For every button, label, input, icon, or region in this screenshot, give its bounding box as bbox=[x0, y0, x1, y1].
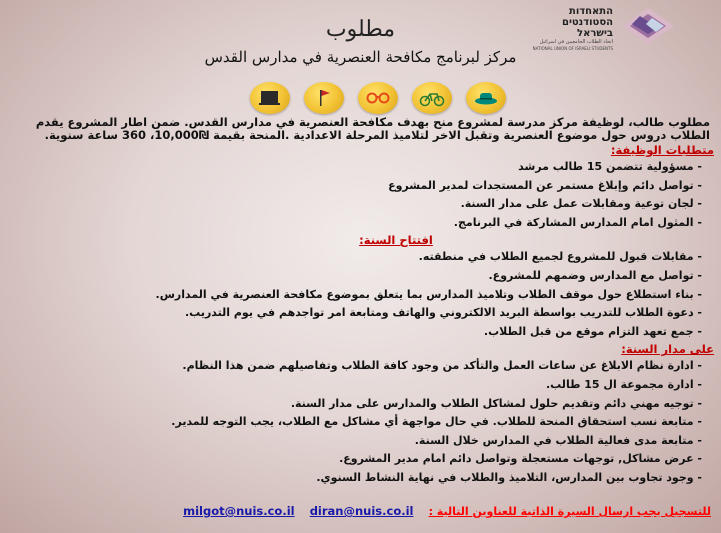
intro-paragraph: مطلوب طالب، لوظيفة مركز مدرسة لمشروع منح بهدف مكافحة العنصرية في مدارس القدس. ضمن اطار المشروع يقدم الطلاب دروس حول موضوع العنصرية وتقبل الاخر لتلاميذ المرحلة الاعدادية .المنحة بقيمة ₪10,000، 360 ساعة سنوية. bbox=[35, 115, 710, 142]
list-item: - جمع تعهد التزام موقع من قبل الطلاب. bbox=[483, 324, 702, 338]
contact-label: للتسجيل يجب ارسال السيرة الذاتية للعناوين التالية : bbox=[428, 505, 711, 518]
tv-icon bbox=[250, 82, 290, 114]
glasses-icon bbox=[358, 82, 398, 114]
list-item: - تواصل دائم وإبلاغ مستمر عن المستجدات لمدير المشروع bbox=[388, 178, 702, 192]
duties-list bbox=[8, 158, 714, 232]
logo-line-3: בישראל bbox=[577, 28, 613, 39]
list-item: - مسؤولية تتضمن 15 طالب مرشد bbox=[518, 160, 702, 173]
contact-footer bbox=[155, 500, 711, 519]
list-item: - مقابلات قبول للمشروع لجميع الطلاب في منطقته. bbox=[418, 250, 702, 264]
list-item: - ادارة نظام الابلاغ عن ساعات العمل والتأكد من وجود كافة الطلاب وتفاصيلهم ضمن هذا النظام. bbox=[182, 359, 702, 373]
logo-sub-arabic: اتحاد الطلاب الجامعيين في اسرائيل bbox=[539, 39, 613, 45]
logo-line-2: הסטודנטים bbox=[561, 17, 613, 28]
list-item: - لجان توعية ومقابلات عمل على مدار السنة. bbox=[460, 197, 702, 211]
hat-icon bbox=[466, 82, 506, 114]
list-item: - وجود تجاوب بين المدارس، التلاميذ والطلاب في نهاية النشاط السنوي. bbox=[316, 470, 702, 484]
page-title: مطلوب bbox=[325, 17, 396, 42]
email-link-diran[interactable]: diran@nuis.co.il bbox=[309, 504, 414, 518]
list-item: - عرض مشاكل, توجهات مستعجلة وتواصل دائم امام مدير المشروع. bbox=[339, 452, 702, 466]
opening-list bbox=[8, 248, 714, 341]
section-title-year: على مدار السنة: bbox=[621, 342, 714, 357]
flag-icon bbox=[304, 82, 344, 114]
icon-row bbox=[250, 82, 506, 116]
section-title-opening: افتتاح السنة: bbox=[359, 233, 433, 248]
list-item: - متابعة مدى فعالية الطلاب في المدارس خلال السنة. bbox=[414, 433, 702, 447]
list-item: - المثول امام المدارس المشاركة في البرنامج. bbox=[453, 215, 702, 229]
year-list bbox=[8, 357, 714, 487]
bicycle-icon bbox=[412, 82, 452, 114]
logo-sub-english: NATIONAL UNION OF ISRAELI STUDENTS bbox=[532, 46, 613, 51]
section-title-duties: متطلبات الوظيفة: bbox=[610, 143, 714, 157]
list-item: - بناء استطلاع حول موقف الطلاب وتلاميذ المدارس بما يتعلق بموضوع مكافحة العنصرية في المدارس. bbox=[155, 287, 702, 301]
list-item: - متابعة نسب استحقاق المنحة للطلاب. في حال مواجهة أي مشاكل مع الطلاب، يجب التوجه للمدير. bbox=[171, 415, 702, 429]
email-link-milgot[interactable]: milgot@nuis.co.il bbox=[183, 504, 295, 518]
logo-line-1: התאחדות bbox=[569, 6, 613, 17]
list-item: - ادارة مجموعة ال 15 طالب. bbox=[545, 377, 702, 391]
job-description bbox=[8, 116, 714, 488]
list-item: - توجيه مهني دائم وتقديم حلول لمشاكل الطلاب والمدارس على مدار السنة. bbox=[290, 396, 702, 410]
page-subtitle: مركز لبرنامج مكافحة العنصرية في مدارس القدس bbox=[204, 48, 517, 66]
list-item: - تواصل مع المدارس وضمهم للمشروع. bbox=[488, 268, 702, 282]
list-item: - دعوة الطلاب للتدريب بواسطة البريد الالكتروني والهاتف ومتابعة امر تواجدهم في يوم التدريب. bbox=[185, 306, 702, 320]
